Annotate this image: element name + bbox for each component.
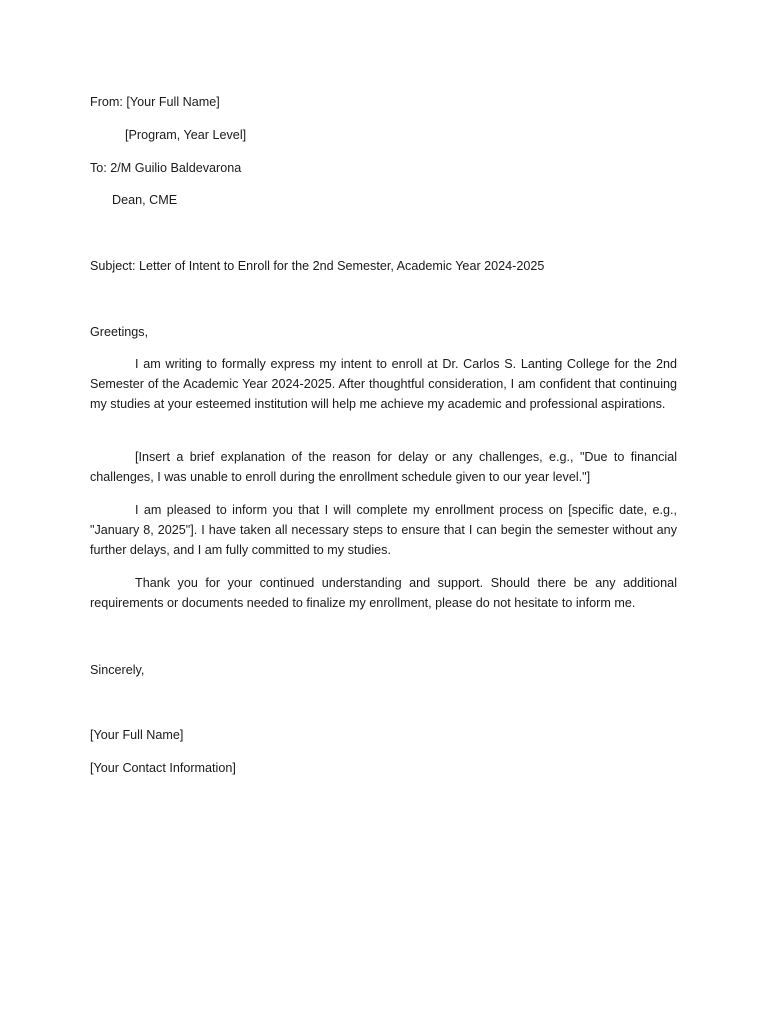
body-paragraph-1: I am writing to formally express my intent to enroll at Dr. Carlos S. Lanting College for the 2nd Semester of the Academic Year 2024-2025. After thoughtful consideration, I am confident that continuing my studies at your esteemed institution will help me achieve my academic and professional aspirations. (90, 357, 677, 411)
from-program: [Program, Year Level] (125, 128, 247, 142)
contact-information: [Your Contact Information] (90, 761, 236, 775)
subject-line: Subject: Letter of Intent to Enroll for the 2nd Semester, Academic Year 2024-2025 (90, 259, 545, 273)
to-title: Dean, CME (112, 193, 178, 207)
body-paragraph-4: Thank you for your continued understanding and support. Should there be any additional requirements or documents needed to finalize my enrollment, please do not hesitate to inform me. (90, 576, 677, 610)
to-line: To: 2/M Guilio Baldevarona (90, 161, 242, 175)
body-paragraph-3: I am pleased to inform you that I will complete my enrollment process on [specific date, e.g., "January 8, 2025"]. I have taken all necessary steps to ensure that I can begin the semester without any further delays, and I am fully committed to my studies. (90, 503, 677, 557)
from-line: From: [Your Full Name] (90, 95, 220, 109)
sign-off: Sincerely, (90, 663, 145, 677)
signature-name: [Your Full Name] (90, 728, 184, 742)
body-paragraph-2: [Insert a brief explanation of the reason for delay or any challenges, e.g., "Due to financial challenges, I was unable to enroll during the enrollment schedule given to our year level."] (90, 450, 677, 484)
greeting: Greetings, (90, 325, 149, 339)
